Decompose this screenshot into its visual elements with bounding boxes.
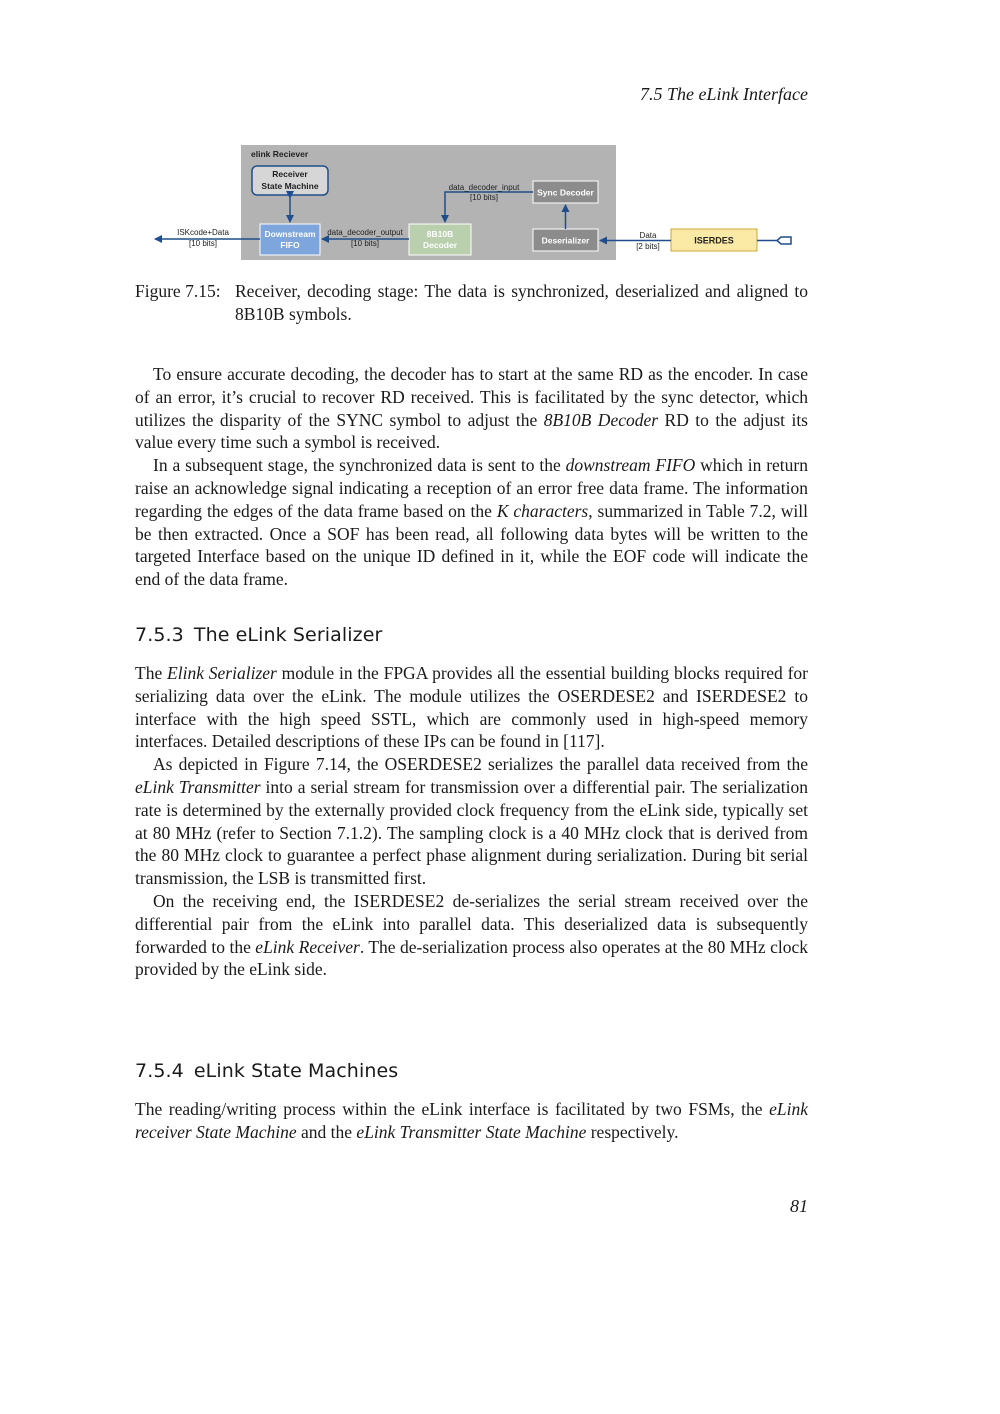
iserdes-label: ISERDES — [694, 235, 734, 246]
section-title: The eLink Serializer — [193, 624, 383, 646]
caption-text: Receiver, decoding stage: The data is synchronized, deserialized and aligned to 8B10B symbols. — [235, 281, 808, 324]
output-signal-width: [10 bits] — [188, 239, 218, 248]
section-number: 7.5.3 — [135, 624, 184, 646]
paragraph: In a subsequent stage, the synchronized data is sent to the downstream FIFO which in return raise an acknowledge signal indicating a reception of an error free data frame. The information regarding the edges of the data frame based on the K characters, summarized in Table 7.2, will be then extracted. Once a SOF has been read, all following data bytes will be written to the targeted Interface based on the unique ID defined in it, while the EOF code will indicate the end of the data frame. — [135, 455, 808, 590]
body-block-1 — [135, 363, 808, 591]
section-title: eLink State Machines — [193, 1060, 399, 1082]
receiver-fsm-line1: Receiver — [272, 169, 308, 179]
container-label: elink Reciever — [251, 149, 309, 159]
figure-caption — [135, 280, 808, 326]
decoder-input-width: [10 bits] — [469, 193, 499, 202]
paragraph: The reading/writing process within the eLink interface is facilitated by two FSMs, the eLink receiver State Machine and the eLink Transmitter State Machine respectively. — [135, 1099, 808, 1142]
block-diagram — [145, 140, 815, 268]
decoder-output-label: data_decoder_output — [327, 228, 403, 237]
body-block-2 — [135, 662, 808, 981]
decoder-input-label: data_decoder_input — [448, 183, 520, 192]
page-number: 81 — [790, 1196, 808, 1216]
data-in-label: Data — [639, 231, 657, 240]
data-in-width: [2 bits] — [636, 242, 660, 251]
caption-label: Figure 7.15: — [135, 281, 221, 301]
receiver-fsm-line2: State Machine — [261, 181, 319, 191]
section-number: 7.5.4 — [135, 1060, 184, 1082]
section-heading-7-5-4 — [135, 1060, 808, 1082]
input-port-icon — [777, 237, 791, 244]
paragraph: As depicted in Figure 7.14, the OSERDESE2 serializes the parallel data received from the eLink Transmitter into a serial stream for transmission over a differential pair. The serialization rate is determined by the externally provided clock frequency from the eLink side, typically set at 80 MHz (refer to Section 7.1.2). The sampling clock is a 40 MHz clock that is derived from the 80 MHz clock to guarantee a perfect phase alignment during serialization. During bit serial transmission, the LSB is transmitted first. — [135, 754, 808, 889]
fifo-line1: Downstream — [264, 229, 316, 239]
paragraph: To ensure accurate decoding, the decoder has to start at the same RD as the encoder. In case of an error, it’s crucial to recover RD received. This is facilitated by the sync detector, which utilizes the disparity of the SYNC symbol to adjust the 8B10B Decoder RD to the adjust its value every time such a symbol is received. — [135, 364, 808, 453]
sync-decoder-label: Sync Decoder — [537, 187, 594, 198]
output-signal-label: ISKcode+Data — [177, 228, 229, 237]
running-header: 7.5 The eLink Interface — [640, 84, 808, 104]
figure-elink-receiver — [145, 140, 815, 268]
decoder-output-width: [10 bits] — [350, 239, 380, 248]
decoder-line1: 8B10B — [426, 229, 454, 239]
paragraph: On the receiving end, the ISERDESE2 de-serializes the serial stream received over the differential pair from the eLink into parallel data. This deserialized data is subsequently forwarded to the eLink Receiver. The de-serialization process also operates at the 80 MHz clock provided by the eLink side. — [135, 890, 808, 980]
body-block-3 — [135, 1098, 808, 1144]
paragraph: The Elink Serializer module in the FPGA provides all the essential building blocks required for serializing data over the eLink. The module utilizes the OSERDESE2 and ISERDESE2 to interface with the high speed SSTL, which are commonly used in high-speed memory interfaces. Detailed descriptions of these IPs can be found in [117]. — [135, 663, 809, 752]
decoder-line2: Decoder — [422, 240, 458, 250]
section-heading-7-5-3 — [135, 624, 808, 646]
deserializer-label: Deserializer — [541, 235, 590, 246]
fifo-line2: FIFO — [280, 240, 300, 250]
